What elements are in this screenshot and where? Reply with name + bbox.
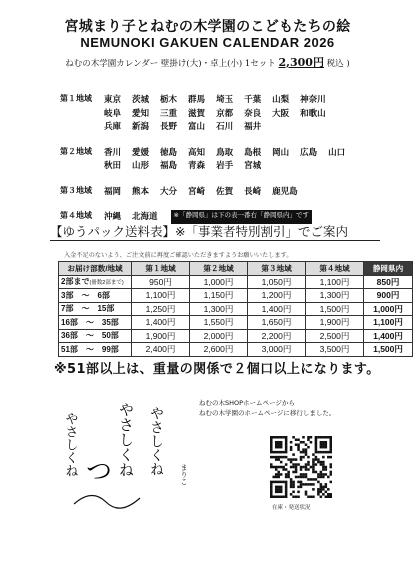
region-group (60, 93, 400, 134)
product-subtitle (0, 54, 415, 70)
region-list (60, 93, 400, 236)
fee-cell: 950円 (132, 275, 190, 289)
quantity-label: 36部 ～ 50部 (61, 331, 119, 341)
fee-header-cell: 第１地域 (132, 262, 190, 276)
prefecture: 秋田 (104, 161, 122, 171)
shizuoka-note: ※「静岡県」は下の表一番右「静岡県内」です (171, 210, 312, 224)
region-group (60, 146, 400, 173)
fee-table-header (59, 262, 413, 276)
quantity-range (59, 289, 132, 303)
prefecture: 鳥取 (216, 147, 234, 158)
fee-cell: 1,150円 (190, 289, 248, 303)
fee-cell: 850円 (364, 275, 413, 289)
fee-cell: 2,000円 (190, 329, 248, 343)
prefecture: 島根 (244, 147, 262, 158)
prefecture: 山梨 (272, 95, 290, 105)
quantity-range (59, 343, 132, 357)
prefecture: 京都 (216, 108, 234, 119)
fee-header-cell: 第４地域 (306, 262, 364, 276)
table-row (59, 302, 413, 316)
product-price: 2,300円 (278, 56, 324, 69)
fee-header-cell: 静岡県内 (364, 262, 413, 276)
fee-cell: 1,050円 (248, 275, 306, 289)
prefecture-row (104, 159, 400, 173)
prefecture: 熊本 (132, 186, 150, 197)
calligraphy-line-3: やさしくね (148, 406, 164, 476)
quantity-range (59, 275, 132, 289)
quantity-label: 16部 ～ 35部 (61, 317, 119, 327)
fee-header-cell: 第３地域 (248, 262, 306, 276)
product-description: ねむの木学園カレンダー 壁掛け(大)・卓上(小) 1セット (65, 59, 276, 69)
fee-cell: 1,400円 (132, 316, 190, 330)
fee-cell: 1,200円 (248, 289, 306, 303)
calligraphy-line-2: やさしくね (117, 402, 135, 477)
prefecture: 大阪 (272, 108, 290, 119)
prefecture: 群馬 (188, 95, 206, 105)
table-row (59, 329, 413, 343)
prefecture: 徳島 (160, 147, 178, 158)
tax-note: 税込 ) (326, 59, 350, 69)
quantity-label: 51部 ～ 99部 (61, 344, 119, 354)
prefecture: 岐阜 (104, 108, 122, 119)
prefecture: 佐賀 (216, 186, 234, 197)
fee-cell: 2,200円 (248, 329, 306, 343)
fee-cell: 2,500円 (306, 329, 364, 343)
artist-signature: まりこ (180, 464, 188, 485)
prefecture: 奈良 (244, 108, 262, 119)
yupack-title: 【ゆうパック送料表】※「事業者特別割引」でご案内 (50, 224, 348, 239)
fee-cell: 1,900円 (132, 329, 190, 343)
prefecture: 長崎 (244, 186, 262, 197)
prefecture: 宮城 (244, 161, 262, 171)
fine-print: 入金不足のないよう、ご注文前に再度ご確認いただきますようお願いいたします。 (64, 252, 293, 259)
prefecture: 三重 (160, 108, 178, 119)
quantity-range (59, 302, 132, 316)
fee-cell: 3,000円 (248, 343, 306, 357)
qr-code-icon[interactable] (270, 436, 332, 498)
fee-cell: 1,000円 (364, 302, 413, 316)
fee-cell: 1,650円 (248, 316, 306, 330)
quantity-range (59, 329, 132, 343)
prefecture: 千葉 (244, 95, 262, 105)
prefecture: 東京 (104, 95, 122, 105)
prefecture-row (104, 185, 400, 199)
fee-cell: 1,500円 (364, 343, 413, 357)
region-label: 第３地域 (60, 185, 92, 195)
fee-cell: 1,100円 (306, 275, 364, 289)
prefecture: 愛知 (132, 108, 150, 119)
quantity-note: (冊数2部まで) (89, 280, 124, 287)
prefecture: 岡山 (272, 147, 290, 158)
calligraphy-line-1: やさしくね (62, 412, 78, 477)
prefecture: 福井 (244, 122, 262, 132)
fee-cell: 1,100円 (364, 316, 413, 330)
prefecture: 山口 (328, 147, 346, 158)
weight-note: ※51部以上は、重量の関係で２個口以上になります。 (54, 362, 380, 377)
prefecture: 岩手 (216, 161, 234, 171)
fee-cell: 1,500円 (306, 302, 364, 316)
title-english: NEMUNOKI GAKUEN CALENDAR 2026 (80, 35, 335, 50)
prefecture: 大分 (160, 186, 178, 197)
prefecture: 沖縄 (104, 212, 122, 222)
prefecture: 広島 (300, 147, 318, 158)
prefecture: 宮崎 (188, 186, 206, 197)
prefecture: 埼玉 (216, 95, 234, 105)
table-row (59, 275, 413, 289)
table-row (59, 289, 413, 303)
prefecture: 福岡 (104, 186, 122, 197)
prefecture: 石川 (216, 122, 234, 132)
fee-cell: 1,400円 (364, 329, 413, 343)
prefecture: 滋賀 (188, 108, 206, 119)
quantity-label: 2部まで (61, 277, 90, 287)
prefecture: 高知 (188, 147, 206, 158)
quantity-label: 3部 ～ 6部 (61, 290, 110, 300)
fee-cell: 3,500円 (306, 343, 364, 357)
prefecture-row (104, 93, 400, 107)
region-group (60, 185, 400, 199)
fee-header-cell: 第２地域 (190, 262, 248, 276)
qr-caption: 在庫・発送状況 (272, 505, 311, 511)
quantity-label: 7部 ～ 15部 (61, 304, 115, 314)
prefecture-row (104, 120, 400, 134)
divider (50, 240, 380, 241)
prefecture: 鹿児島 (272, 186, 298, 197)
prefecture-row (104, 107, 400, 121)
fee-cell: 1,300円 (190, 302, 248, 316)
prefecture: 栃木 (160, 95, 178, 105)
fee-cell: 900円 (364, 289, 413, 303)
prefecture: 茨城 (132, 95, 150, 105)
prefecture: 福島 (160, 161, 178, 171)
prefecture: 富山 (188, 122, 206, 132)
prefecture: 山形 (132, 161, 150, 171)
region-label: 第４地域 (60, 211, 92, 220)
fee-cell: 1,100円 (132, 289, 190, 303)
fee-cell: 1,250円 (132, 302, 190, 316)
fee-cell: 1,300円 (306, 289, 364, 303)
quantity-range (59, 316, 132, 330)
info-text: ねむの木SHOPホームページから ねむの木学園のホームページに移行しました。 (199, 399, 336, 417)
fee-cell: 1,400円 (248, 302, 306, 316)
prefecture: 新潟 (132, 122, 150, 132)
prefecture: 和歌山 (300, 108, 326, 119)
prefecture: 愛媛 (132, 147, 150, 158)
prefecture: 北海道 (132, 212, 158, 222)
calligraphy-artwork (56, 392, 196, 532)
prefecture: 神奈川 (300, 95, 326, 105)
table-row (59, 316, 413, 330)
title-japanese: 宮城まり子とねむの木学園のこどもたちの絵 (64, 19, 351, 35)
calligraphy-tsu: つ (86, 457, 113, 487)
fee-cell: 2,400円 (132, 343, 190, 357)
prefecture: 青森 (188, 161, 206, 171)
fee-cell: 1,000円 (190, 275, 248, 289)
region-label: 第２地域 (60, 146, 92, 156)
prefecture: 兵庫 (104, 122, 122, 132)
fee-cell: 1,550円 (190, 316, 248, 330)
table-row (59, 343, 413, 357)
shipping-fee-table (58, 261, 413, 357)
website-info (199, 398, 387, 418)
fee-header-cell: お届け部数/地域 (59, 262, 132, 276)
region-label: 第１地域 (60, 94, 92, 103)
fee-cell: 1,900円 (306, 316, 364, 330)
prefecture-row (104, 146, 400, 160)
fee-cell: 2,600円 (190, 343, 248, 357)
prefecture: 香川 (104, 147, 122, 158)
prefecture: 長野 (160, 122, 178, 132)
